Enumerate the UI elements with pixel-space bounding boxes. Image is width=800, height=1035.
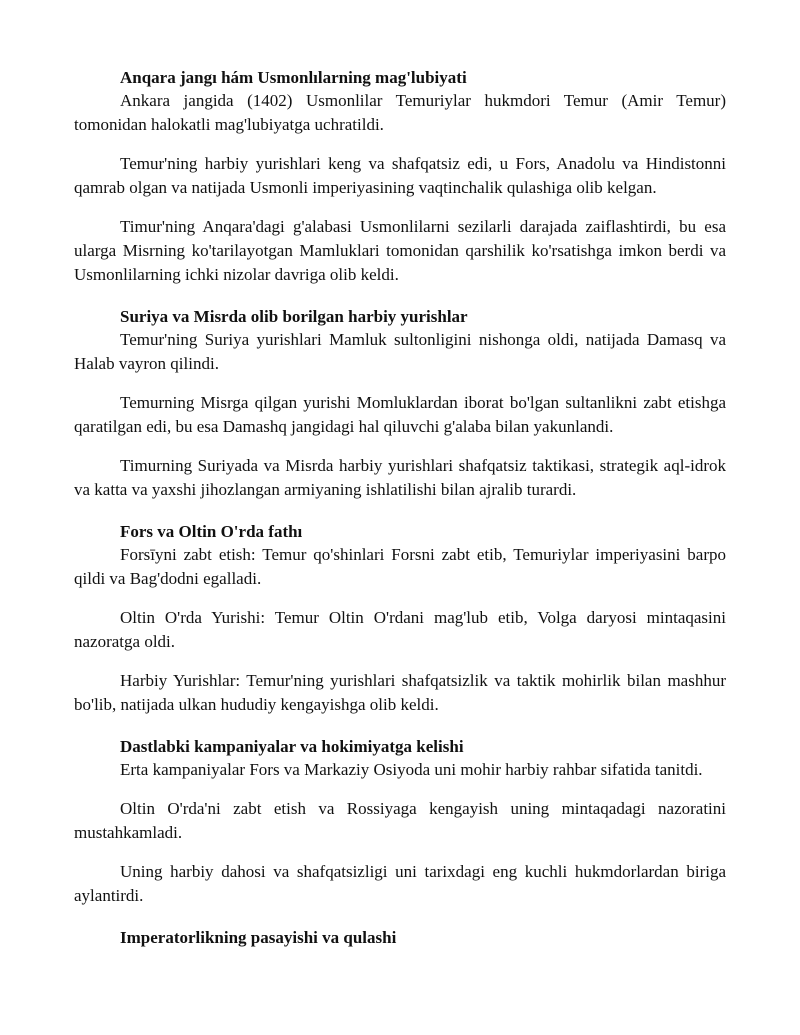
- section-heading: Dastlabki kampaniyalar va hokimiyatga kelishi: [120, 737, 464, 756]
- section-early-campaigns: [74, 735, 726, 908]
- paragraph: Erta kampaniyalar Fors va Markaziy Osiyoda uni mohir harbiy rahbar sifatida tanitdi.: [120, 760, 703, 779]
- paragraph: Oltin O'rda'ni zabt etish va Rossiyaga kengayish uning mintaqadagi nazoratini mustahkamladi.: [74, 799, 726, 842]
- section-persia-golden-horde: [74, 520, 726, 717]
- section-heading: Fors va Oltin O'rda fathı: [120, 522, 303, 541]
- paragraph: Uning harbiy dahosi va shafqatsizligi uni tarixdagi eng kuchli hukmdorlardan biriga aylantirdi.: [74, 862, 726, 905]
- paragraph: Ankara jangida (1402) Usmonlilar Temuriylar hukmdori Temur (Amir Temur) tomonidan halokatli mag'lubiyatga uchratildi.: [74, 91, 726, 134]
- paragraph: Timurning Suriyada va Misrda harbiy yurishlari shafqatsiz taktikasi, strategik aql-idrok va katta va yaxshi jihozlangan armiyaning ishlatilishi bilan ajralib turardi.: [74, 456, 726, 499]
- section-syria-egypt: [74, 305, 726, 502]
- paragraph: Temur'ning harbiy yurishlari keng va shafqatsiz edi, u Fors, Anadolu va Hindistonni qamrab olgan va natijada Usmonli imperiyasining vaqtinchalik qulashiga olib kelgan.: [74, 154, 726, 197]
- section-heading: Anqara jangı hám Usmonlılarning mag'lubiyati: [120, 68, 467, 87]
- section-heading: Suriya va Misrda olib borilgan harbiy yurishlar: [120, 307, 468, 326]
- paragraph: Temur'ning Suriya yurishlari Mamluk sultonligini nishonga oldi, natijada Damasq va Halab vayron qilindi.: [74, 330, 726, 373]
- section-heading: Imperatorlikning pasayishi va qulashi: [120, 928, 397, 947]
- document-page: [74, 66, 726, 949]
- section-decline: [74, 926, 726, 949]
- paragraph: Timur'ning Anqara'dagi g'alabasi Usmonlilarni sezilarli darajada zaiflashtirdi, bu esa ularga Misrning ko'tarilayotgan Mamluklari tomonidan qarshilik ko'rsatishga imkon berdi va Usmonlilarning ichki nizolar davriga olib keldi.: [74, 217, 726, 284]
- paragraph: Oltin O'rda Yurishi: Temur Oltin O'rdani mag'lub etib, Volga daryosi mintaqasini nazoratga oldi.: [74, 608, 726, 651]
- section-ankara: [74, 66, 726, 287]
- paragraph: Harbiy Yurishlar: Temur'ning yurishlari shafqatsizlik va taktik mohirlik bilan mashhur bo'lib, natijada ulkan hududiy kengayishga olib keldi.: [74, 671, 726, 714]
- paragraph: Temurning Misrga qilgan yurishi Momluklardan iborat bo'lgan sultanlikni zabt etishga qaratilgan edi, bu esa Damashq jangidagi hal qiluvchi g'alaba bilan yakunlandi.: [74, 393, 726, 436]
- paragraph: Forsīyni zabt etish: Temur qo'shinlari Forsni zabt etib, Temuriylar imperiyasini barpo qildi va Bag'dodni egalladi.: [74, 545, 726, 588]
